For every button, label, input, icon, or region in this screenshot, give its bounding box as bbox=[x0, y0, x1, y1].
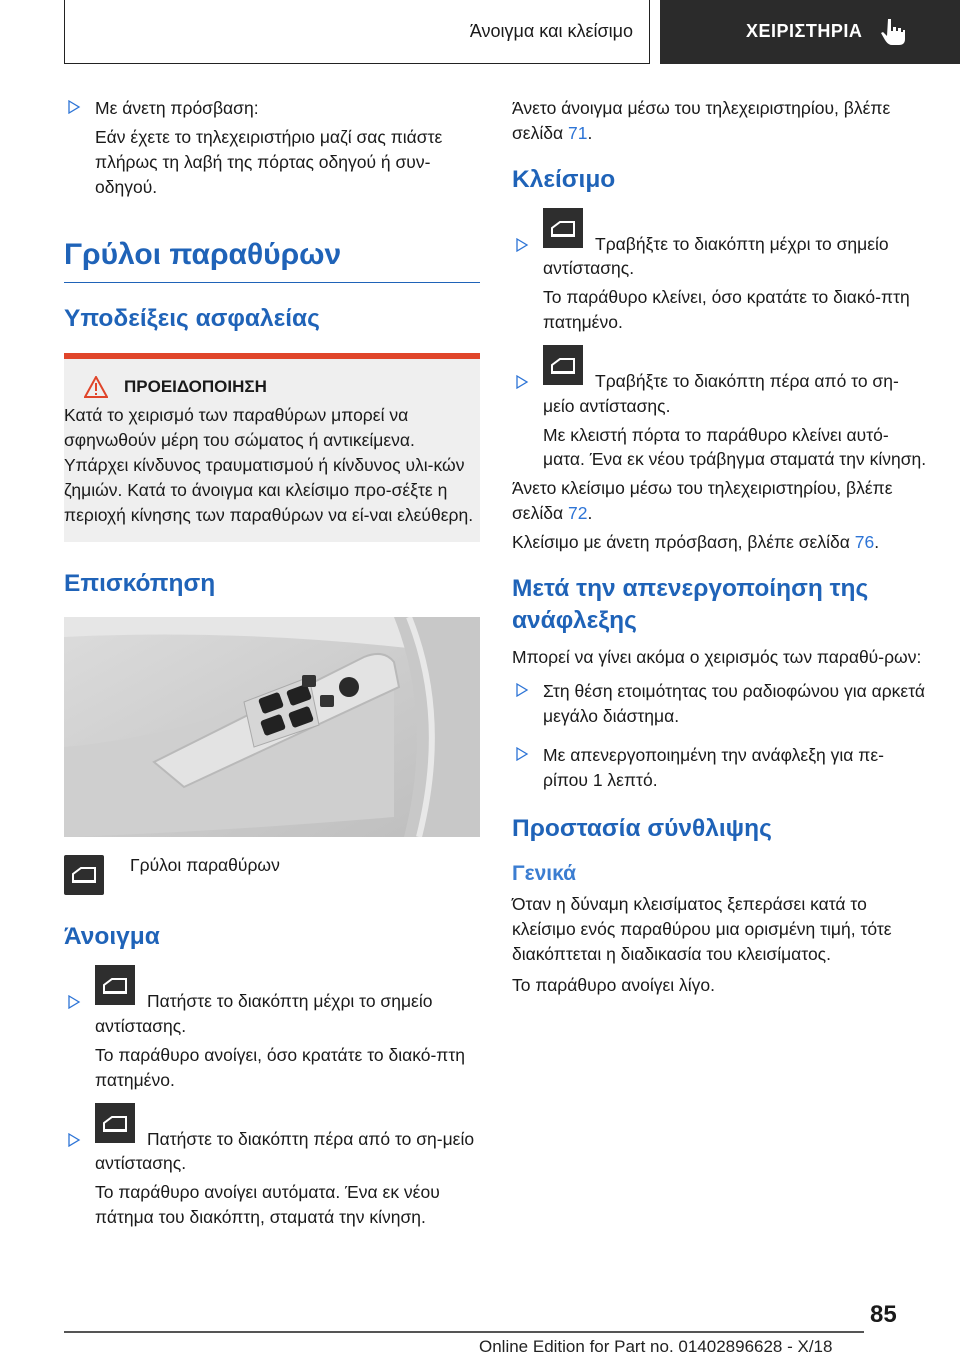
comfort-close-ref: Κλείσιμο με άνετη πρόσβαση, βλέπε σελίδα 76. bbox=[512, 531, 880, 552]
page-link[interactable]: 71 bbox=[567, 122, 588, 143]
warning-title-row bbox=[64, 375, 474, 399]
after-bullet-1: Στη θέση ετοιμότητας του ραδιοφώνου για αρκετά μεγάλο διάστημα. bbox=[543, 681, 926, 727]
close2-bullet: Τραβήξτε το διακόπτη πέρα από το ση-μείο αντίστασης. bbox=[543, 370, 899, 416]
window-switch-icon bbox=[543, 345, 583, 385]
general-heading: Γενικά bbox=[512, 861, 577, 885]
right-column bbox=[512, 96, 928, 998]
window-switch-photo bbox=[64, 617, 480, 837]
triangle-bullet-icon bbox=[515, 238, 529, 252]
list-item bbox=[512, 214, 928, 282]
after-ignition-heading: Μετά την απενεργοποίηση της ανάφλεξης bbox=[512, 574, 869, 634]
open2-bullet: Πατήστε το διακόπτη πέρα από το ση-μείο αντίστασης. bbox=[95, 1128, 475, 1174]
triangle-bullet-icon bbox=[67, 995, 81, 1009]
safety-heading: Υποδείξεις ασφαλείας bbox=[64, 305, 320, 333]
list-item bbox=[512, 679, 928, 729]
edition-text: Online Edition for Part no. 01402896628 - X/18 bbox=[479, 1337, 833, 1356]
triangle-bullet-icon bbox=[67, 1133, 81, 1147]
open2-text: Το παράθυρο ανοίγει αυτόματα. Ένα εκ νέου πάτημα του διακόπτη, σταματά την κίνηση. bbox=[95, 1182, 440, 1228]
list-item bbox=[64, 1109, 480, 1177]
open1-bullet: Πατήστε το διακόπτη μέχρι το σημείο αντίστασης. bbox=[95, 991, 433, 1037]
caption-text: Γρύλοι παραθύρων bbox=[130, 855, 280, 876]
window-switch-icon bbox=[64, 855, 104, 895]
close2-text: Με κλειστή πόρτα το παράθυρο κλείνει αυτό-ματα. Ένα εκ νέου τράβηγμα σταματά την κίνηση. bbox=[543, 424, 927, 470]
close-heading: Κλείσιμο bbox=[512, 165, 616, 193]
list-item bbox=[64, 971, 480, 1039]
warning-text: Κατά το χειρισμό των παραθύρων μπορεί να σφηνωθούν μέρη του σώματος ή αντικείμενα. Υπάρχει κίνδυνος τραυματισμού ή κίνδυνος υλι-κών ζημιών. Κατά το άνοιγμα και κλείσιμο προ-σέξτε η περιοχή κίνησης των παραθύρων να εί-ναι ελεύθερη. bbox=[64, 405, 474, 525]
header-section: ΧΕΙΡΙΣΤΗΡΙΑ bbox=[746, 21, 863, 42]
warning-triangle-icon bbox=[84, 376, 108, 398]
close1-bullet: Τραβήξτε το διακόπτη μέχρι το σημείο αντίστασης. bbox=[543, 233, 889, 279]
warning-title: ΠΡΟΕΙΔΟΠΟΙΗΣΗ bbox=[124, 377, 267, 397]
warning-box bbox=[64, 353, 480, 541]
pinch-heading: Προστασία σύνθλιψης bbox=[512, 814, 772, 842]
triangle-bullet-icon bbox=[515, 683, 529, 697]
open1-text: Το παράθυρο ανοίγει, όσο κρατάτε το διακό-πτη πατημένο. bbox=[95, 1044, 466, 1090]
window-switch-icon bbox=[95, 1103, 135, 1143]
open-heading: Άνοιγμα bbox=[64, 923, 160, 951]
after-text: Μπορεί να γίνει ακόμα ο χειρισμός των παραθύ-ρων: bbox=[512, 646, 922, 667]
triangle-bullet-icon bbox=[67, 100, 81, 114]
page-title: Γρύλοι παραθύρων bbox=[64, 235, 480, 283]
window-switch-icon bbox=[543, 208, 583, 248]
header-chapter-tab bbox=[64, 0, 650, 64]
window-switch-icon bbox=[95, 965, 135, 1005]
general-text: Όταν η δύναμη κλεισίματος ξεπεράσει κατά το κλείσιμο ενός παραθύρου μια ορισμένη τιμή, τότε διακόπτεται η διαδικασία του κλεισίματος. bbox=[512, 894, 892, 965]
figure-caption bbox=[64, 855, 480, 895]
overview-heading: Επισκόπηση bbox=[64, 569, 216, 597]
general-text-2: Το παράθυρο ανοίγει λίγο. bbox=[512, 974, 716, 995]
page-link[interactable]: 76 bbox=[854, 531, 875, 552]
list-item bbox=[512, 743, 928, 793]
list-item bbox=[64, 96, 480, 121]
triangle-bullet-icon bbox=[515, 375, 529, 389]
header-section-tab bbox=[660, 0, 960, 64]
remote-close-ref: Άνετο κλείσιμο μέσω του τηλεχειριστηρίου, βλέπε σελίδα 72. bbox=[512, 478, 893, 524]
header-chapter: Άνοιγμα και κλείσιμο bbox=[469, 20, 633, 41]
intro-bullet: Με άνετη πρόσβαση: bbox=[95, 98, 259, 118]
remote-open-ref: Άνετο άνοιγμα μέσω του τηλεχειριστηρίου, βλέπε σελίδα 71. bbox=[512, 98, 891, 143]
page-link[interactable]: 72 bbox=[567, 503, 588, 524]
left-column bbox=[64, 96, 480, 1234]
page-number: 85 bbox=[870, 1301, 897, 1328]
footer-divider bbox=[64, 1331, 864, 1333]
list-item bbox=[512, 351, 928, 419]
after-bullet-2: Με απενεργοποιημένη την ανάφλεξη για πε-ρίπου 1 λεπτό. bbox=[543, 745, 884, 790]
intro-text: Εάν έχετε το τηλεχειριστήριο μαζί σας πιάστε πλήρως τη λαβή της πόρτας οδηγού ή συν-οδηγού. bbox=[95, 126, 443, 197]
close1-text: Το παράθυρο κλείνει, όσο κρατάτε το διακό-πτη πατημένο. bbox=[543, 287, 910, 333]
hand-pointer-icon bbox=[880, 17, 906, 47]
triangle-bullet-icon bbox=[515, 747, 529, 761]
